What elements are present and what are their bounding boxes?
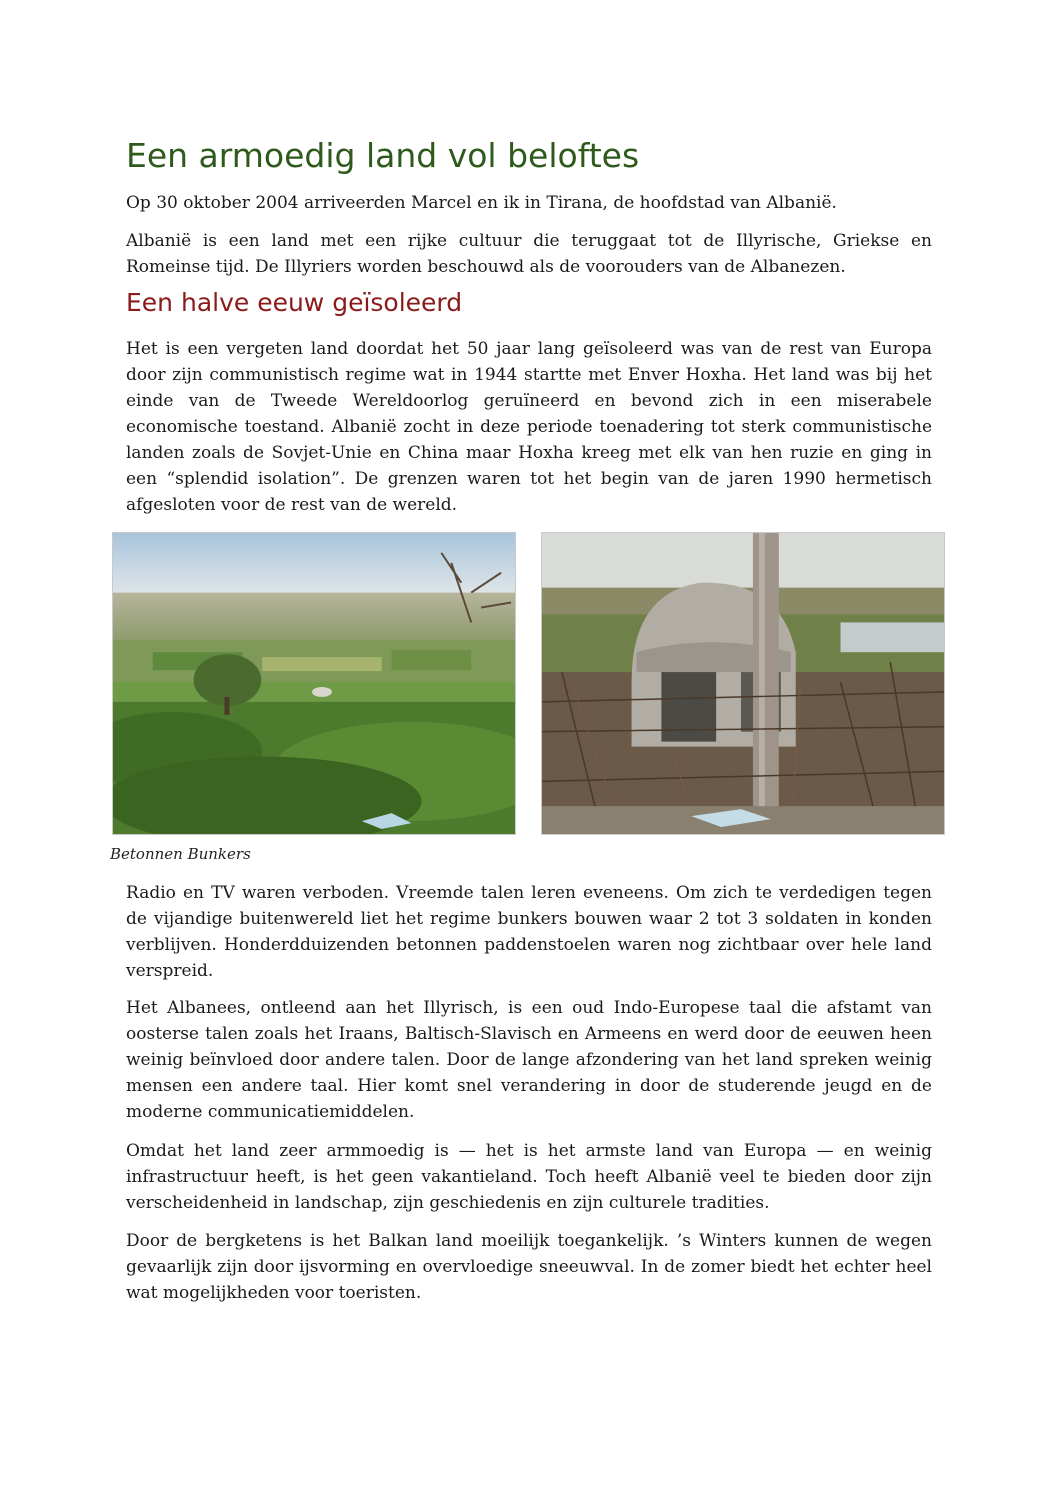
photo-caption: Betonnen Bunkers — [110, 845, 251, 863]
section-paragraph: Het is een vergeten land doordat het 50 jaar lang geïsoleerd was van de rest van Europa door zijn communistisch regime wat in 1944 startte met Enver Hoxha. Het land was bij het einde van de Tweede Wereldoorlog geruïneerd en bevond zich in een miserabele economische toestand. Albanië zocht in deze periode toenadering tot sterk communistische landen zoals de Sovjet-Unie en China maar Hoxha kreeg met elk van hen ruzie en ging in een “splendid isolation”. De grenzen waren tot het begin van de jaren 1990 hermetisch afgesloten voor de rest van de wereld. — [126, 339, 932, 515]
intro-paragraph-2: Albanië is een land met een rijke cultuur die teruggaat tot de Illyrische, Griekse en Romeinse tijd. De Illyriers worden beschouwd als de voorouders van de Albanezen. — [126, 231, 932, 277]
body-paragraph-2: Het Albanees, ontleend aan het Illyrisch, is een oud Indo-Europese taal die afstamt van oosterse talen zoals het Iraans, Baltisch-Slavisch en Armeens en werd door de eeuwen heen weinig beïnvloed door andere talen. Door de lange afzondering van het land spreken weinig mensen een andere taal. Hier komt snel verandering in door de studerende jeugd en de moderne communicatiemiddelen. — [126, 998, 932, 1122]
bunker-photo — [541, 532, 945, 835]
body-paragraph-3: Omdat het land zeer armmoedig is — het is het armste land van Europa — en weinig infrastructuur heeft, is het geen vakantieland. Toch heeft Albanië veel te bieden door zijn verscheidenheid in landschap, zijn geschiedenis en zijn culturele tradities. — [126, 1141, 932, 1213]
body-paragraph-1: Radio en TV waren verboden. Vreemde talen leren eveneens. Om zich te verdedigen tegen de vijandige buitenwereld liet het regime bunkers bouwen waar 2 tot 3 soldaten in konden verblijven. Honderdduizenden betonnen paddenstoelen waren nog zichtbaar over hele land verspreid. — [126, 883, 932, 981]
body-paragraph-4: Door de bergketens is het Balkan land moeilijk toegankelijk. ’s Winters kunnen de wegen gevaarlijk zijn door ijsvorming en overvloedige sneeuwval. In de zomer biedt het echter heel wat mogelijkheden voor toeristen. — [126, 1231, 932, 1303]
section-heading: Een halve eeuw geïsoleerd — [126, 288, 463, 317]
intro-paragraph-1: Op 30 oktober 2004 arriveerden Marcel en ik in Tirana, de hoofdstad van Albanië. — [126, 193, 837, 213]
page-title: Een armoedig land vol beloftes — [126, 136, 640, 175]
landscape-photo — [112, 532, 516, 835]
